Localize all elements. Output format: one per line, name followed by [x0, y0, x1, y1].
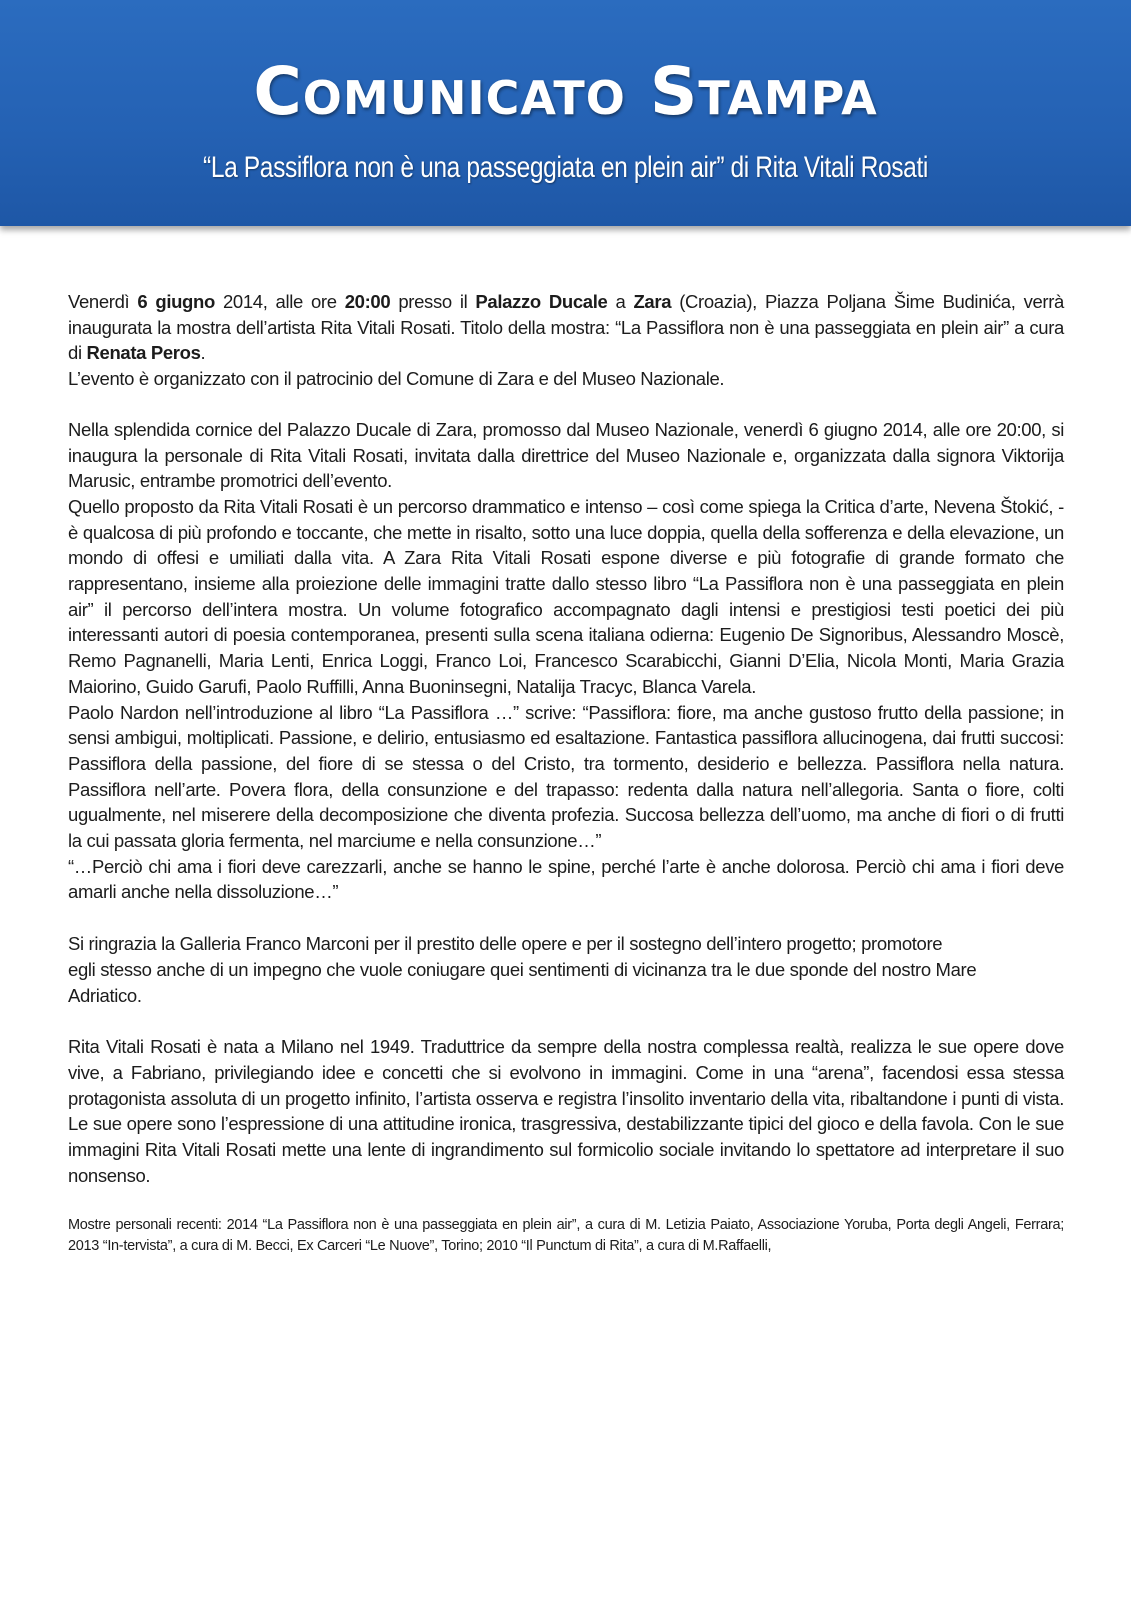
text-fragment: presso il	[390, 291, 476, 312]
text-fragment: Venerdì	[68, 291, 138, 312]
sponsorship-line: L’evento è organizzato con il patrocinio del Comune di Zara e del Museo Nazionale.	[68, 368, 725, 390]
text-fragment: a	[607, 291, 634, 312]
event-city: Zara	[633, 291, 672, 312]
paragraph-inauguration: Nella splendida cornice del Palazzo Ducale di Zara, promosso dal Museo Nazionale, venerdì 6 giugno 2014, alle ore 20:00, si inaugura la personale di Rita Vitali Rosati, invitata dalla direttrice del Museo Nazionale e, organizzata dalla signora Viktorija Marusic, entrambe promotrici dell’evento.	[68, 418, 1064, 492]
event-date: 6 giugno	[137, 291, 215, 312]
header-banner	[0, 0, 1131, 226]
page-subtitle: “La Passiflora non è una passeggiata en plein air” di Rita Vitali Rosati	[203, 151, 928, 184]
ack-line: egli stesso anche di un impegno che vuole coniugare quei sentimenti di vicinanza tra le due sponde del nostro Mare	[68, 958, 977, 980]
intro-paragraph	[68, 289, 1064, 366]
ack-line: Adriatico.	[68, 984, 142, 1006]
press-release-body	[68, 289, 1064, 1257]
page-title: Comunicato Stampa	[253, 53, 878, 130]
event-time: 20:00	[344, 291, 391, 312]
text-fragment: (Croazia), Piazza Poljana Šime Budinića, verrà inaugurata la mostra dell’artista Rita Vitali Rosati. Titolo della mostra: “La Passiflora non è una passeggiata en plein air” a cura di	[68, 291, 1064, 364]
paragraph-exhibition: Quello proposto da Rita Vitali Rosati è un percorso drammatico e intenso – così come spiega la Critica d’arte, Nevena Štokić, - è qualcosa di più profondo e toccante, che mette in risalto, sotto una luce doppia, quella della sofferenza e della elevazione, un mondo di offesi e umiliati dalla vita. A Zara Rita Vitali Rosati espone diverse e più fotografie di grande formato che rappresentano, insieme alla proiezione delle immagini tratte dallo stesso libro “La Passiflora non è una passeggiata en plein air” il percorso dell’intera mostra. Un volume fotografico accompagnato dagli intensi e prestigiosi testi poetici dei più interessanti autori di poesia contemporanea, presenti sulla scena italiana odierna: Eugenio De Signoribus, Alessandro Moscè, Remo Pagnanelli, Maria Lenti, Enrica Loggi, Franco Loi, Francesco Scarabicchi, Gianni D’Elia, Nicola Monti, Maria Grazia Maiorino, Guido Garufi, Paolo Ruffilli, Anna Buoninsegni, Natalija Tracyc, Blanca Varela.	[68, 495, 1064, 697]
curator-name: Renata Peros	[86, 342, 201, 364]
ack-line: Si ringrazia la Galleria Franco Marconi per il prestito delle opere e per il sostegno dell’intero progetto; promotore	[68, 933, 943, 955]
paragraph-recent-exhibitions: Mostre personali recenti: 2014 “La Passiflora non è una passeggiata en plein air”, a cura di M. Letizia Paiato, Associazione Yoruba, Porta degli Angeli, Ferrara; 2013 “In-tervista”, a cura di M. Becci, Ex Carceri “Le Nuove”, Torino; 2010 “Il Punctum di Rita”, a cura di M.Raffaelli,	[68, 1216, 1064, 1254]
text-fragment: .	[200, 342, 206, 364]
event-venue: Palazzo Ducale	[475, 291, 608, 312]
paragraph-closing-quote: “…Perciò chi ama i fiori deve carezzarli, anche se hanno le spine, perché l’arte è anche dolorosa. Perciò chi ama i fiori deve amarli anche nella dissoluzione…”	[68, 855, 1064, 903]
paragraph-introduction-quote: Paolo Nardon nell’introduzione al libro “La Passiflora …” scrive: “Passiflora: fiore, ma anche gustoso frutto della passione; in sensi ambigui, moltiplicati. Passione, e delirio, entusiasmo ed esaltazione. Fantastica passiflora allucinogena, dai frutti succosi: Passiflora della passione, del fiore di se stessa o del Cristo, tra tormento, desiderio e bellezza. Passiflora nella natura. Passiflora nell’arte. Povera flora, della consunzione e del trapasso: redenta dalla natura nell’allegoria. Santa o fiore, colti ugualmente, nel miserere della decomposizione che diventa profezia. Succosa bellezza dell’uomo, ma anche di fiori o di frutti la cui passata gloria fermenta, nel marciume e nella consunzione…”	[68, 701, 1064, 852]
paragraph-acknowledgement	[68, 931, 1064, 1008]
paragraph-biography: Rita Vitali Rosati è nata a Milano nel 1949. Traduttrice da sempre della nostra complessa realtà, realizza le sue opere dove vive, a Fabriano, privilegiando idee e concetti che si evolvono in immagini. Come in una “arena”, facendosi essa stessa protagonista assoluta di un progetto infinito, l’artista osserva e registra l’insolito inventario della vita, ribaltandone i punti di vista. Le sue opere sono l’espressione di una attitudine ironica, trasgressiva, destabilizzante tipici del gioco e della favola. Con le sue immagini Rita Vitali Rosati mette una lente di ingrandimento sul formicolio sociale invitando lo spettatore ad interpretare il suo nonsenso.	[68, 1036, 1064, 1186]
text-fragment: 2014, alle ore	[214, 291, 345, 312]
